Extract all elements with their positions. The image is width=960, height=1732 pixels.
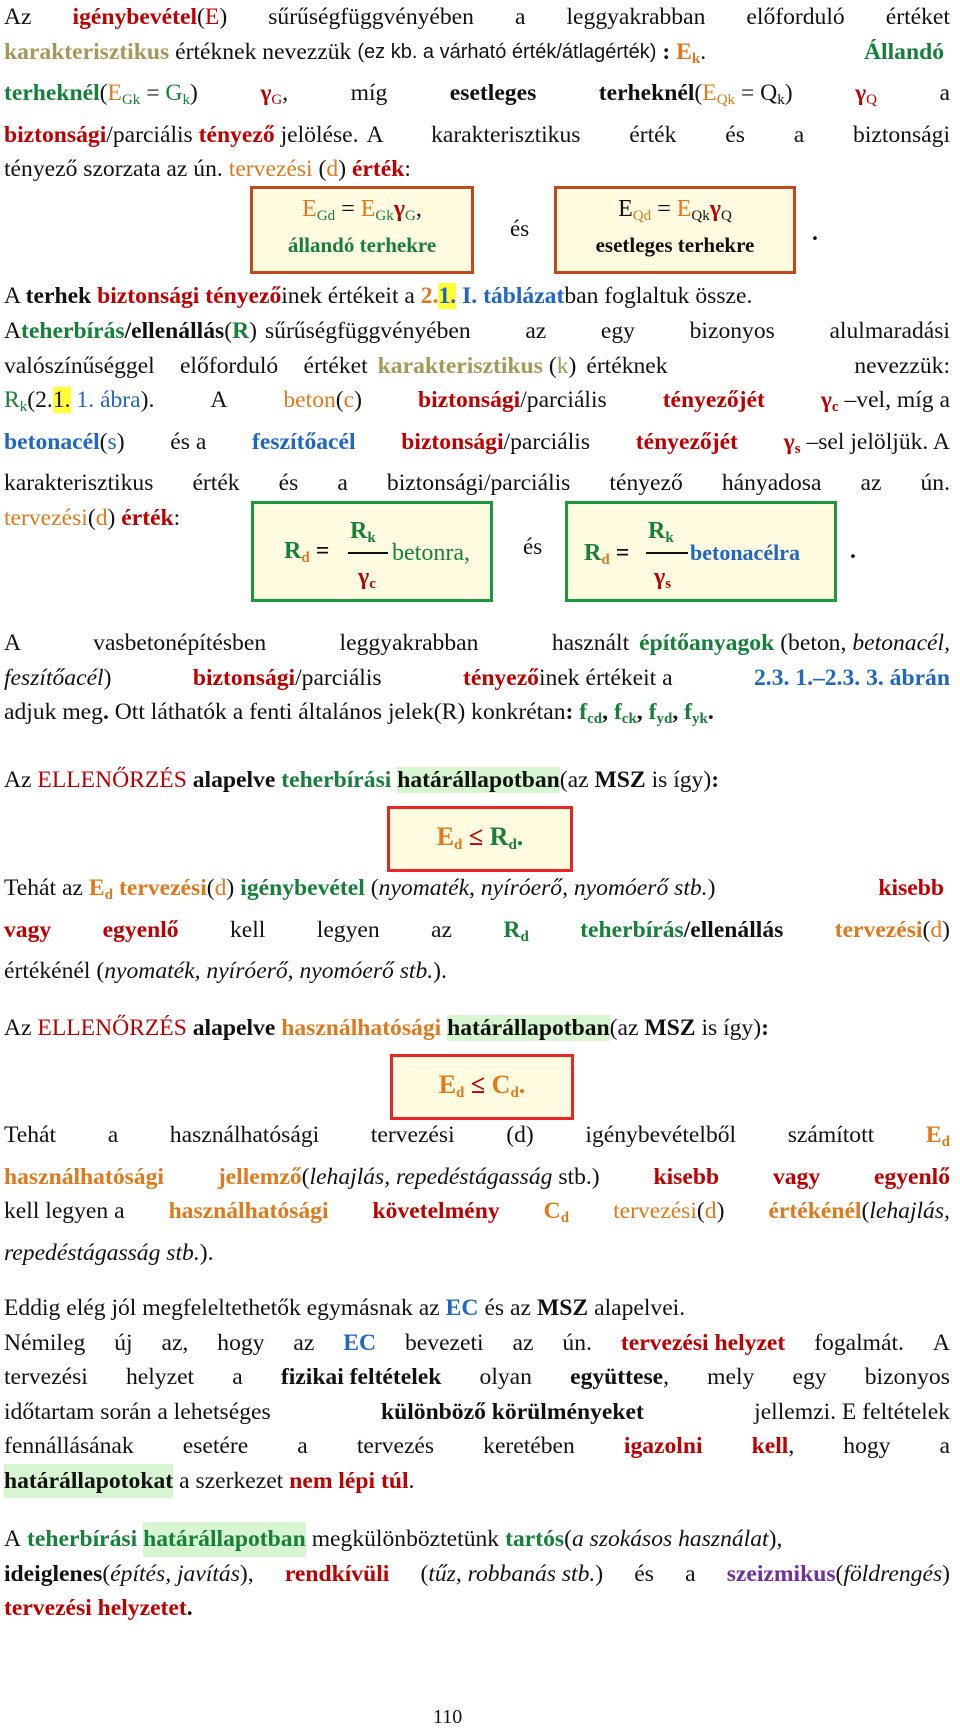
word: sűrűségfüggvényében (268, 4, 474, 30)
page-number: 110 (433, 1706, 463, 1728)
word-group: szeizmikus(földrengés) (726, 1560, 950, 1587)
line: Rk(2.1. 1. ábra). A beton(c) biztonsági/parciális tényezőjét γc –vel, míg a (4, 383, 950, 425)
word-group: repedéstágasság stb.). (4, 1239, 214, 1266)
word-group: Cd (543, 1198, 570, 1226)
link-table-ref[interactable]: I. táblázat (462, 283, 565, 309)
line: Eddig elég jól megfeleltethetők egymásnak az EC és az MSZ alapelvei. (4, 1295, 686, 1321)
highlight: határállapotokat (4, 1464, 173, 1499)
paragraph-epitoanyagok (4, 626, 950, 737)
word-group: Ed (88, 875, 113, 903)
word: Az (4, 4, 32, 30)
word-group: feszítőacél) (4, 664, 112, 691)
line: A teherbírás/ellenállás(R) sűrűségfüggvényében az egy bizonyos alulmaradási (4, 314, 950, 349)
equation: EGd = EGkγG, (302, 196, 422, 224)
line (4, 1591, 950, 1626)
word-group: betonacél(s) (4, 428, 125, 455)
paragraph-tehat-hasznalhatosagi (4, 1118, 950, 1270)
line (4, 661, 950, 696)
highlight: 1. (438, 283, 457, 309)
line: használhatósági jellemző(lehajlás, repedéstágasság stb.) kisebb vagy egyenlő (4, 1160, 950, 1195)
word: míg (350, 80, 388, 106)
symbol-gamma: γ (260, 80, 272, 106)
line (4, 76, 950, 118)
word: leggyakrabban (566, 4, 706, 30)
word-group: tényezőinek értékeit a (462, 664, 673, 691)
line (4, 0, 950, 35)
word-group: biztonsági/parciális (192, 664, 382, 691)
line (4, 118, 950, 153)
word-group: (nyomaték, nyíróerő, nyomóerő stb.) (370, 875, 716, 901)
word-group: Ed (925, 1122, 950, 1150)
paren: ( (197, 4, 205, 30)
word-group: tartós(a szokásos használat), (505, 1526, 783, 1552)
paragraph-tervezesi-helyzet (4, 1291, 950, 1498)
line: határállapotokat a szerkezet nem lépi túl. (4, 1464, 950, 1499)
conjunction-es: és (510, 216, 530, 241)
link-figure-ref[interactable]: 2.3. 1.–2.3. 3. ábrán (754, 664, 950, 691)
fraction-numerator: Rk (648, 518, 674, 546)
text: tényező szorzata az ún. (4, 156, 223, 182)
word-group: adjuk meg. Ott láthatók a fenti általános jelek(R) konkrétan: fcd, fck, fyd, fyk. (4, 699, 714, 727)
word-group: beton(c) (283, 387, 362, 413)
word-group: jellemző(lehajlás, repedéstágasság stb.) (217, 1163, 600, 1190)
heading-ellenorzes-teherbirasi: Az ELLENŐRZÉS alapelve teherbírási határállapotban(az MSZ is így): (4, 767, 720, 793)
word-group: (tűz, robbanás stb.) (420, 1560, 604, 1587)
equation-box-esetleges (554, 186, 796, 274)
word-group: biztonsági/parciális (401, 428, 591, 455)
line: valószínűséggel előforduló értéket karakterisztikus (k) értéknek nevezzük: (4, 349, 950, 384)
word-group: értékénél (nyomaték, nyíróerő, nyomóerő stb.). (4, 958, 447, 984)
term-igenybevetel: igénybevétel (72, 4, 198, 30)
highlight: határállapotban (143, 1522, 306, 1557)
line (4, 954, 950, 989)
inequality-box-ed-cd (390, 1054, 574, 1120)
word-group: biztonsági/parciális tényező jelölése. (4, 121, 359, 148)
inequality: Ed ≤ Cd. (438, 1070, 526, 1101)
caption-esetleges-terhekre: esetleges terhekre (595, 233, 755, 257)
term-allando: Állandó (864, 38, 944, 65)
inequality-box-ed-rd (387, 806, 573, 872)
text: értéknek nevezzük (175, 38, 352, 65)
word-group: együttese, (570, 1364, 670, 1390)
word-group: teherbírás/ellenállás(R) (21, 318, 257, 344)
line: vagy egyenlő kell legyen az Rd teherbírás/ellenállás tervezési(d) (4, 913, 950, 955)
word: előforduló (746, 4, 845, 30)
period: . (850, 538, 856, 564)
line (4, 152, 950, 187)
text: A karakterisztikus érték és a biztonsági (366, 121, 950, 148)
link-figure-ref[interactable]: 1. ábra (76, 387, 141, 413)
period: . (812, 220, 818, 246)
word-group: (k) (548, 352, 577, 379)
word-group: Rk(2.1. 1. ábra). (4, 387, 155, 415)
word-group: terheknél(EGk = Gk) (4, 80, 198, 108)
word-group: tervezési(d) (119, 875, 235, 901)
word-group: γQ (855, 80, 877, 108)
line (4, 1236, 950, 1271)
line: fennállásának esetére a tervezés keretében igazolni kell, hogy a (4, 1429, 950, 1464)
line: időtartam során a lehetséges különböző körülményeket jellemzi. E feltételek (4, 1398, 950, 1425)
fraction-bar (646, 552, 688, 554)
word-group: tervezési(d) érték: (4, 504, 181, 531)
word-group: γc –vel, míg a (820, 387, 950, 415)
word: értéket (885, 4, 950, 30)
word-group: tervezési (d) érték: (228, 156, 411, 182)
word-group: Rd (503, 916, 529, 945)
word-group: teherbírás/ellenállás (580, 916, 784, 943)
line: karakterisztikus érték és a biztonsági/parciális tényező hányadosa az ún. (4, 470, 950, 496)
highlight: határállapotban (397, 767, 560, 793)
line: kell legyen a használhatósági követelmény Cd tervezési(d) értékénél(lehajlás, (4, 1194, 950, 1236)
paragraph-tervezesi-helyzetek (4, 1522, 950, 1626)
fraction-denominator: γc (358, 564, 376, 592)
line: betonacél(s) és a feszítőacél biztonsági/parciális tényezőjét γs –sel jelöljük. A (4, 425, 950, 467)
fraction-denominator: γs (654, 564, 672, 592)
conjunction-es: és (523, 534, 543, 559)
line: Némileg új az, hogy az EC bevezeti az ún. tervezési helyzet fogalmát. A (4, 1329, 950, 1356)
word: a (514, 4, 526, 30)
word-group: tervezési helyzetet. (4, 1595, 193, 1621)
symbol-gamma: γ (855, 80, 867, 106)
paragraph-terhek: A terhek biztonsági tényezőinek értékeit a 2.1. I. táblázatban foglaltuk össze. (4, 283, 753, 309)
line (4, 695, 950, 737)
equation-lhs: Rd = (584, 540, 630, 568)
word-group (73, 0, 228, 35)
word-group: : Ek. (662, 38, 707, 67)
inequality: Ed ≤ Rd. (436, 822, 524, 853)
word-group: értékénél(lehajlás, (768, 1198, 950, 1224)
word-group: γG, (260, 80, 289, 108)
term-esetleges: esetleges (449, 80, 537, 106)
symbol-e: E (204, 4, 220, 30)
caption-allando-terhekre: állandó terhekre (287, 233, 437, 257)
line: Tehát az Ed tervezési(d) igénybevétel (nyomaték, nyíróerő, nyomóerő stb.) kisebb (4, 871, 950, 913)
equation-box-allando (250, 186, 474, 274)
line (4, 35, 950, 77)
equation-box-betonra (251, 501, 493, 602)
fraction-bar (348, 552, 388, 554)
line: A teherbírási határállapotban megkülönböztetünk tartós(a szokásos használat), (4, 1522, 950, 1557)
word-group: γs –sel jelöljük. A (783, 428, 950, 457)
paren: ) (219, 4, 228, 30)
paragraph-igenybevetel (4, 0, 950, 187)
paragraph-tehat-teherbirasi (4, 871, 950, 989)
word: a (939, 80, 950, 106)
word-group: biztonsági/parciális (417, 387, 607, 413)
symbol-e: E (676, 38, 692, 65)
word-group: tervezési(d) (613, 1198, 725, 1224)
equation: EQd = EQkγQ (618, 196, 732, 224)
highlight: határállapotban (447, 1015, 610, 1041)
word-group: ideiglenes(építés, javítás), (4, 1560, 254, 1587)
text-note: (ez kb. a várható érték/átlagérték) (357, 40, 657, 63)
line: Tehát a használhatósági tervezési (d) igénybevételből számított Ed (4, 1118, 950, 1160)
line: A vasbetonépítésben leggyakrabban használt építőanyagok (beton, betonacél, (4, 630, 950, 656)
equation-lhs: Rd = (284, 538, 330, 566)
line: tervezési helyzet a fizikai feltételek olyan együttese, mely egy bizonyos (4, 1360, 950, 1395)
heading-ellenorzes-hasznalhatosagi: Az ELLENŐRZÉS alapelve használhatósági határállapotban(az MSZ is így): (4, 1015, 769, 1041)
word-group: terheknél(EQk = Qk) (598, 80, 793, 108)
term-karakterisztikus: karakterisztikus (4, 38, 170, 65)
equation-box-betonacelra (565, 501, 837, 602)
word-group: tervezési(d) (834, 916, 950, 943)
equation-tail: betonacélra (690, 540, 800, 565)
word-group: nem lépi túl. (289, 1467, 415, 1494)
word-group: kell, (751, 1433, 795, 1459)
equation-tail: betonra, (392, 540, 470, 566)
fraction-numerator: Rk (350, 518, 376, 546)
line: ideiglenes(építés, javítás), rendkívüli (tűz, robbanás stb.) és a szeizmikus(földrengés) (4, 1557, 950, 1592)
